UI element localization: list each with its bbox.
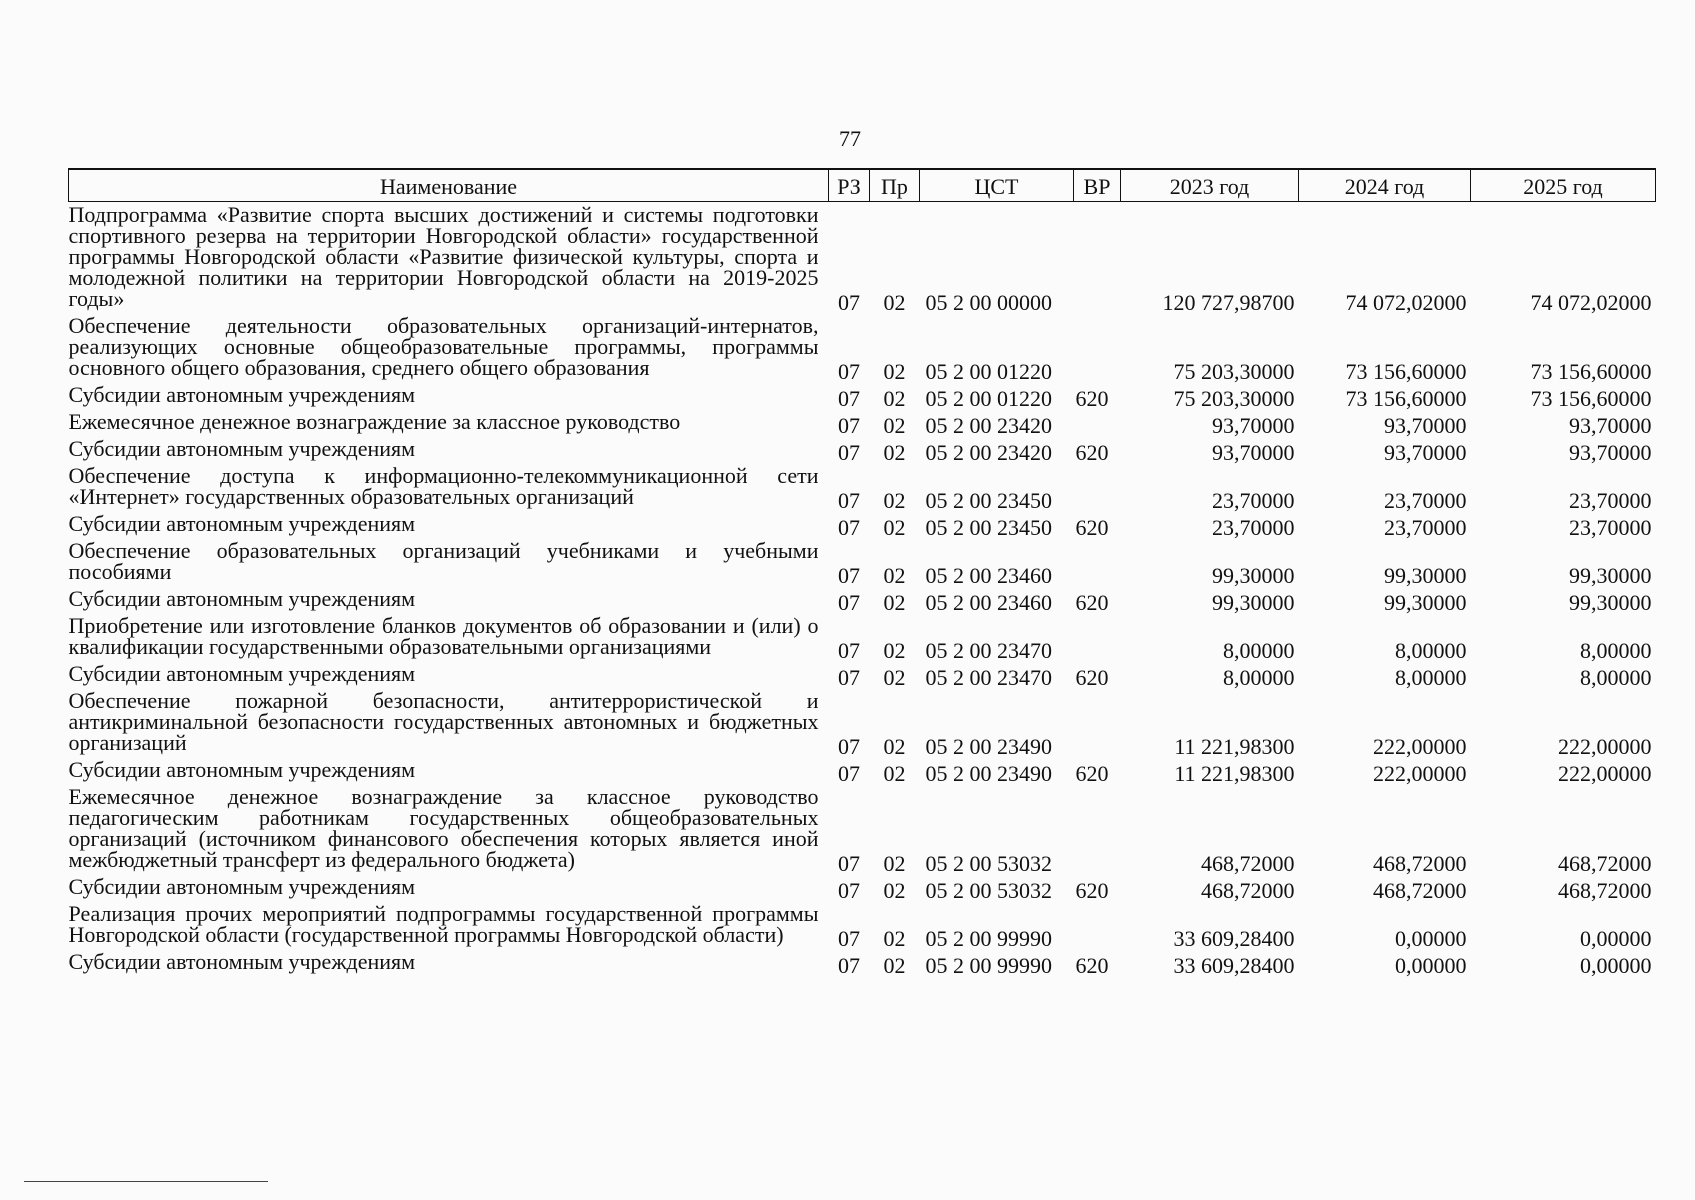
row-cst: 05 2 00 23460 (925, 563, 1052, 588)
row-name: Ежемесячное денежное вознаграждение за классное руководство (68, 409, 681, 434)
row-2025: 8,00000 (1580, 665, 1652, 690)
row-cst: 05 2 00 23450 (925, 488, 1052, 513)
footnote-divider (24, 1181, 268, 1182)
row-vr: 620 (1075, 590, 1109, 615)
table-row (69, 784, 1656, 874)
row-2025: 0,00000 (1580, 953, 1652, 978)
row-2024: 8,00000 (1395, 665, 1467, 690)
row-2024: 74 072,02000 (1345, 290, 1467, 315)
row-name: Субсидии автономным учреждениям (68, 757, 416, 782)
table-row (69, 949, 1656, 976)
header-2024: 2024 год (1299, 169, 1471, 202)
row-vr (1074, 463, 1121, 511)
row-2023: 93,70000 (1212, 413, 1295, 438)
header-vr: ВР (1074, 169, 1121, 202)
row-name: Субсидии автономным учреждениям (68, 586, 416, 611)
row-cst: 05 2 00 99990 (925, 953, 1052, 978)
row-cst: 05 2 00 23420 (925, 413, 1052, 438)
table-row (69, 436, 1656, 463)
row-2023: 33 609,28400 (1173, 926, 1295, 951)
row-2023: 8,00000 (1223, 665, 1295, 690)
row-vr (1074, 202, 1121, 314)
row-cst: 05 2 00 53032 (925, 851, 1052, 876)
row-pr: 02 (883, 386, 906, 411)
header-name: Наименование (69, 169, 829, 202)
row-rz: 07 (838, 878, 860, 903)
table-header (69, 169, 1656, 202)
table-row (69, 613, 1656, 661)
row-rz: 07 (838, 413, 860, 438)
row-2024: 93,70000 (1384, 413, 1467, 438)
row-pr: 02 (883, 488, 906, 513)
row-pr: 02 (883, 563, 906, 588)
row-2023: 33 609,28400 (1173, 953, 1295, 978)
row-name: Субсидии автономным учреждениям (68, 949, 416, 974)
table-row (69, 874, 1656, 901)
table-body (69, 202, 1656, 977)
row-2025: 468,72000 (1558, 878, 1652, 903)
row-name: Субсидии автономным учреждениям (68, 874, 416, 899)
row-cst: 05 2 00 23490 (925, 761, 1052, 786)
table-row (69, 313, 1656, 382)
row-rz: 07 (838, 440, 860, 465)
row-pr: 02 (883, 515, 906, 540)
table-row (69, 901, 1656, 949)
row-cst: 05 2 00 23460 (925, 590, 1052, 615)
row-2024: 73 156,60000 (1345, 359, 1467, 384)
row-2024: 8,00000 (1395, 638, 1467, 663)
row-cst: 05 2 00 23470 (925, 638, 1052, 663)
row-vr: 620 (1075, 515, 1109, 540)
row-rz: 07 (838, 926, 860, 951)
row-2023: 23,70000 (1212, 488, 1295, 513)
row-rz: 07 (838, 359, 860, 384)
row-name: Обеспечение образовательных организаций учебниками и учебными пособиями (68, 538, 819, 584)
row-rz: 07 (838, 386, 860, 411)
row-vr (1074, 688, 1121, 757)
row-cst: 05 2 00 23420 (925, 440, 1052, 465)
row-pr: 02 (883, 359, 906, 384)
row-vr (1074, 409, 1121, 436)
row-2024: 93,70000 (1384, 440, 1467, 465)
row-name: Обеспечение пожарной безопасности, антитеррористической и антикриминальной безопасности государственных автономных и бюджетных организаций (68, 688, 819, 755)
row-2024: 222,00000 (1373, 734, 1467, 759)
row-2023: 8,00000 (1223, 638, 1295, 663)
row-rz: 07 (838, 290, 860, 315)
header-rz: РЗ (829, 169, 870, 202)
row-pr: 02 (883, 761, 906, 786)
row-2024: 222,00000 (1373, 761, 1467, 786)
row-2025: 93,70000 (1569, 413, 1652, 438)
row-2023: 11 221,98300 (1174, 761, 1295, 786)
row-2025: 23,70000 (1569, 488, 1652, 513)
row-2024: 99,30000 (1384, 590, 1467, 615)
row-vr: 620 (1075, 878, 1109, 903)
row-2025: 222,00000 (1558, 761, 1652, 786)
row-pr: 02 (883, 851, 906, 876)
row-2025: 74 072,02000 (1530, 290, 1652, 315)
row-name: Реализация прочих мероприятий подпрограммы государственной программы Новгородской области (государственной программы Новгородской области) (68, 901, 819, 947)
row-vr (1074, 313, 1121, 382)
row-vr (1074, 613, 1121, 661)
row-2025: 99,30000 (1569, 590, 1652, 615)
row-name: Субсидии автономным учреждениям (68, 661, 416, 686)
row-pr: 02 (883, 590, 906, 615)
row-pr: 02 (883, 413, 906, 438)
row-pr: 02 (883, 665, 906, 690)
row-2025: 99,30000 (1569, 563, 1652, 588)
row-2023: 468,72000 (1201, 878, 1295, 903)
row-2023: 468,72000 (1201, 851, 1295, 876)
table-row (69, 409, 1656, 436)
row-2023: 11 221,98300 (1174, 734, 1295, 759)
row-2025: 0,00000 (1580, 926, 1652, 951)
header-2025: 2025 год (1471, 169, 1656, 202)
row-name: Субсидии автономным учреждениям (68, 511, 416, 536)
row-name: Обеспечение деятельности образовательных организаций-интернатов, реализующих основные общеобразовательные программы, программы основного общего образования, среднего общего образования (68, 313, 819, 380)
row-name: Субсидии автономным учреждениям (68, 436, 416, 461)
row-vr: 620 (1075, 440, 1109, 465)
row-rz: 07 (838, 515, 860, 540)
row-2023: 99,30000 (1212, 590, 1295, 615)
row-name: Приобретение или изготовление бланков документов об образовании и (или) о квалификации государственными образовательными организациями (68, 613, 819, 659)
row-pr: 02 (883, 734, 906, 759)
row-cst: 05 2 00 23470 (925, 665, 1052, 690)
header-pr: Пр (870, 169, 920, 202)
row-2023: 120 727,98700 (1162, 290, 1295, 315)
row-pr: 02 (883, 926, 906, 951)
row-pr: 02 (883, 440, 906, 465)
table-row (69, 463, 1656, 511)
table-row (69, 538, 1656, 586)
row-vr (1074, 901, 1121, 949)
row-vr (1074, 538, 1121, 586)
row-name: Обеспечение доступа к информационно-телекоммуникационной сети «Интернет» государственных образовательных организаций (68, 463, 819, 509)
row-rz: 07 (838, 761, 860, 786)
row-vr: 620 (1075, 386, 1109, 411)
row-cst: 05 2 00 23490 (925, 734, 1052, 759)
row-2023: 23,70000 (1212, 515, 1295, 540)
row-2025: 73 156,60000 (1530, 386, 1652, 411)
row-2024: 0,00000 (1395, 926, 1467, 951)
row-rz: 07 (838, 590, 860, 615)
header-row (69, 169, 1656, 202)
table-row (69, 382, 1656, 409)
table-row (69, 586, 1656, 613)
row-vr: 620 (1075, 953, 1109, 978)
row-2023: 75 203,30000 (1173, 386, 1295, 411)
row-rz: 07 (838, 734, 860, 759)
page-number: 77 (839, 126, 861, 151)
row-rz: 07 (838, 665, 860, 690)
row-2024: 0,00000 (1395, 953, 1467, 978)
row-2025: 93,70000 (1569, 440, 1652, 465)
row-2024: 23,70000 (1384, 488, 1467, 513)
table-row (69, 688, 1656, 757)
row-pr: 02 (883, 953, 906, 978)
row-2025: 8,00000 (1580, 638, 1652, 663)
row-2025: 73 156,60000 (1530, 359, 1652, 384)
row-cst: 05 2 00 01220 (925, 386, 1052, 411)
row-cst: 05 2 00 01220 (925, 359, 1052, 384)
row-cst: 05 2 00 99990 (925, 926, 1052, 951)
row-cst: 05 2 00 23450 (925, 515, 1052, 540)
row-vr: 620 (1075, 665, 1109, 690)
table-row (69, 757, 1656, 784)
header-cst: ЦСТ (920, 169, 1074, 202)
row-2023: 99,30000 (1212, 563, 1295, 588)
table-row (69, 511, 1656, 538)
row-pr: 02 (883, 878, 906, 903)
row-cst: 05 2 00 53032 (925, 878, 1052, 903)
row-pr: 02 (883, 638, 906, 663)
row-2025: 468,72000 (1558, 851, 1652, 876)
row-pr: 02 (883, 290, 906, 315)
header-2023: 2023 год (1121, 169, 1299, 202)
row-2023: 93,70000 (1212, 440, 1295, 465)
row-name: Ежемесячное денежное вознаграждение за классное руководство педагогическим работникам государственных общеобразовательных организаций (источником финансового обеспечения которых является иной межбюджетный трансферт из федерального бюджета) (68, 784, 819, 872)
row-2024: 99,30000 (1384, 563, 1467, 588)
row-2024: 468,72000 (1373, 851, 1467, 876)
row-name: Субсидии автономным учреждениям (68, 382, 416, 407)
budget-table (68, 168, 1656, 976)
row-cst: 05 2 00 00000 (925, 290, 1052, 315)
row-2025: 23,70000 (1569, 515, 1652, 540)
row-2024: 23,70000 (1384, 515, 1467, 540)
row-2024: 73 156,60000 (1345, 386, 1467, 411)
row-2023: 75 203,30000 (1173, 359, 1295, 384)
row-2025: 222,00000 (1558, 734, 1652, 759)
row-rz: 07 (838, 563, 860, 588)
row-rz: 07 (838, 953, 860, 978)
row-name: Подпрограмма «Развитие спорта высших достижений и системы подготовки спортивного резерва на территории Новгородской области» государственной программы Новгородской области «Развитие физической культуры, спорта и молодежной политики на территории Новгородской области на 2019-2025 годы» (68, 202, 819, 311)
row-vr: 620 (1075, 761, 1109, 786)
table-row (69, 661, 1656, 688)
row-rz: 07 (838, 638, 860, 663)
row-2024: 468,72000 (1373, 878, 1467, 903)
row-vr (1074, 784, 1121, 874)
row-rz: 07 (838, 488, 860, 513)
table-row (69, 202, 1656, 314)
row-rz: 07 (838, 851, 860, 876)
